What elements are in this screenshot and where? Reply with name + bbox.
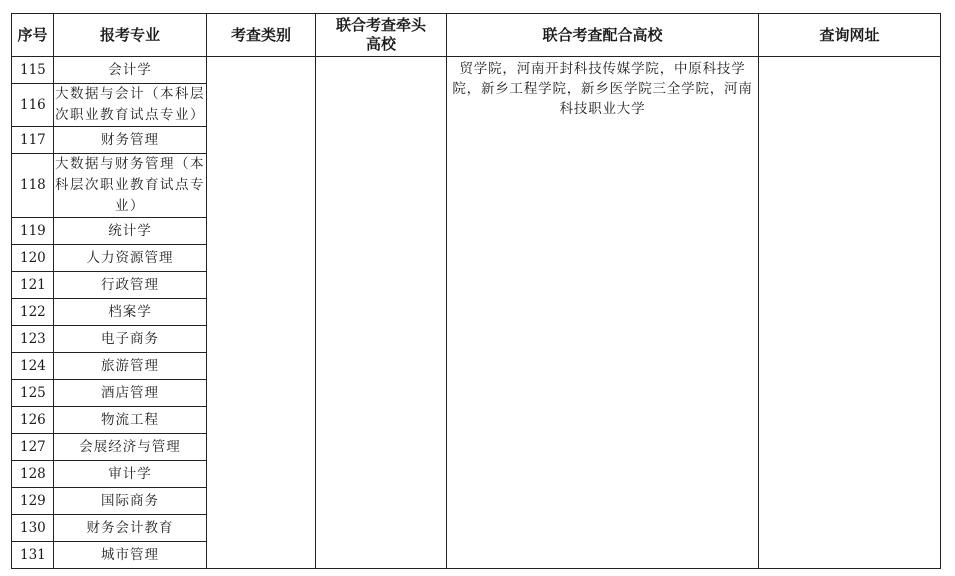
partner-universities-cell: 贸学院，河南开封科技传媒学院，中原科技学院，新乡工程学院，新乡医学院三全学院，河南科技职业大学: [447, 57, 759, 569]
row-major: 会计学: [54, 57, 207, 84]
row-number: 123: [12, 326, 54, 353]
query-url-cell: [759, 57, 941, 569]
row-major: 酒店管理: [54, 380, 207, 407]
row-major: 会展经济与管理: [54, 434, 207, 461]
header-query-url: 查询网址: [759, 14, 941, 57]
row-number: 128: [12, 461, 54, 488]
header-category: 考查类别: [207, 14, 316, 57]
row-major: 大数据与会计（本科层次职业教育试点专业）: [54, 84, 207, 127]
row-number: 116: [12, 84, 54, 127]
lead-university-cell: [316, 57, 447, 569]
row-number: 119: [12, 218, 54, 245]
row-major: 财务管理: [54, 127, 207, 154]
row-number: 117: [12, 127, 54, 154]
row-number: 125: [12, 380, 54, 407]
header-partner-universities: 联合考查配合高校: [447, 14, 759, 57]
row-number: 130: [12, 515, 54, 542]
row-number: 115: [12, 57, 54, 84]
header-lead-line2: 高校: [365, 35, 396, 53]
row-major: 行政管理: [54, 272, 207, 299]
row-number: 127: [12, 434, 54, 461]
row-number: 131: [12, 542, 54, 569]
row-number: 118: [12, 154, 54, 218]
row-major: 人力资源管理: [54, 245, 207, 272]
row-major: 大数据与财务管理（本科层次职业教育试点专业）: [54, 154, 207, 218]
row-number: 120: [12, 245, 54, 272]
row-major: 电子商务: [54, 326, 207, 353]
header-seq: 序号: [12, 14, 54, 57]
row-number: 124: [12, 353, 54, 380]
table-row: [12, 57, 941, 84]
row-number: 129: [12, 488, 54, 515]
header-lead-line1: 联合考查牵头: [335, 16, 426, 34]
row-major: 财务会计教育: [54, 515, 207, 542]
row-number: 126: [12, 407, 54, 434]
row-major: 统计学: [54, 218, 207, 245]
majors-table: [11, 13, 941, 569]
header-row: [12, 14, 941, 57]
row-major: 旅游管理: [54, 353, 207, 380]
row-major: 档案学: [54, 299, 207, 326]
row-major: 审计学: [54, 461, 207, 488]
row-major: 城市管理: [54, 542, 207, 569]
header-major: 报考专业: [54, 14, 207, 57]
category-cell: [207, 57, 316, 569]
header-lead-university: [316, 14, 447, 57]
row-major: 物流工程: [54, 407, 207, 434]
row-number: 122: [12, 299, 54, 326]
row-major: 国际商务: [54, 488, 207, 515]
row-number: 121: [12, 272, 54, 299]
